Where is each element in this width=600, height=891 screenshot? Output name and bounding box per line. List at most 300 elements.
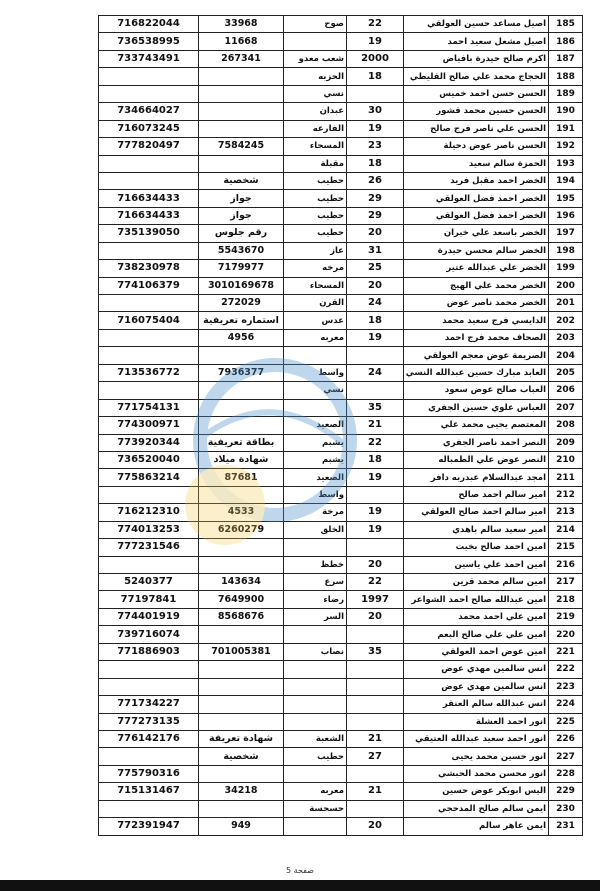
cell-num: 219 bbox=[549, 608, 583, 625]
cell-name: امين علي احمد محمد bbox=[404, 608, 549, 625]
cell-phone: 716634433 bbox=[99, 207, 199, 224]
cell-name: العباس علوي حسين الجفري bbox=[404, 399, 549, 416]
cell-phone: 777231546 bbox=[99, 539, 199, 556]
cell-card bbox=[199, 696, 284, 713]
cell-place bbox=[284, 626, 347, 643]
cell-place: سرع bbox=[284, 574, 347, 591]
cell-age: 18 bbox=[347, 68, 404, 85]
cell-card: 143634 bbox=[199, 574, 284, 591]
cell-age: 23 bbox=[347, 138, 404, 155]
cell-card bbox=[199, 382, 284, 399]
table-row bbox=[99, 382, 583, 399]
table-row bbox=[99, 277, 583, 294]
cell-name: الخضر احمد فضل العولقي bbox=[404, 190, 549, 207]
cell-age: 20 bbox=[347, 608, 404, 625]
cell-card bbox=[199, 661, 284, 678]
cell-place: يشبم bbox=[284, 434, 347, 451]
cell-age bbox=[347, 696, 404, 713]
cell-phone: 735139050 bbox=[99, 225, 199, 242]
cell-place: مرخه bbox=[284, 260, 347, 277]
cell-place: رضاء bbox=[284, 591, 347, 608]
cell-place: نسي bbox=[284, 382, 347, 399]
table-row bbox=[99, 68, 583, 85]
table-row bbox=[99, 33, 583, 50]
cell-name: امين عبدالله صالح احمد الشواعر bbox=[404, 591, 549, 608]
cell-num: 203 bbox=[549, 329, 583, 346]
cell-name: اصيل مساعد حسين العولقي bbox=[404, 16, 549, 33]
cell-num: 190 bbox=[549, 103, 583, 120]
cell-phone: 77197841 bbox=[99, 591, 199, 608]
cell-place: الصعيد bbox=[284, 417, 347, 434]
cell-num: 222 bbox=[549, 661, 583, 678]
cell-card: شخصية bbox=[199, 172, 284, 189]
cell-card: 949 bbox=[199, 818, 284, 835]
cell-card: 7649900 bbox=[199, 591, 284, 608]
cell-card bbox=[199, 347, 284, 364]
cell-phone: 716075404 bbox=[99, 312, 199, 329]
table-row bbox=[99, 16, 583, 33]
table-row bbox=[99, 765, 583, 782]
cell-phone bbox=[99, 486, 199, 503]
table-row bbox=[99, 626, 583, 643]
table-row bbox=[99, 190, 583, 207]
table-row bbox=[99, 643, 583, 660]
cell-place bbox=[284, 696, 347, 713]
cell-num: 209 bbox=[549, 434, 583, 451]
cell-age bbox=[347, 347, 404, 364]
cell-age bbox=[347, 486, 404, 503]
cell-age: 21 bbox=[347, 730, 404, 747]
table-row bbox=[99, 155, 583, 172]
cell-age: 2000 bbox=[347, 50, 404, 67]
table-row bbox=[99, 521, 583, 538]
table-row bbox=[99, 295, 583, 312]
cell-age bbox=[347, 626, 404, 643]
cell-name: الخضر احمد مقبل فريد bbox=[404, 172, 549, 189]
cell-phone: 771886903 bbox=[99, 643, 199, 660]
cell-card bbox=[199, 556, 284, 573]
cell-place bbox=[284, 399, 347, 416]
cell-place: الشعبة bbox=[284, 730, 347, 747]
cell-phone: 5240377 bbox=[99, 574, 199, 591]
table-row bbox=[99, 260, 583, 277]
cell-num: 204 bbox=[549, 347, 583, 364]
cell-name: انس عبدالله سالم العنقر bbox=[404, 696, 549, 713]
cell-num: 224 bbox=[549, 696, 583, 713]
cell-age: 19 bbox=[347, 521, 404, 538]
cell-name: الحسن ناصر عوض دحيلة bbox=[404, 138, 549, 155]
cell-place: الخلق bbox=[284, 521, 347, 538]
cell-name: الصحاف محمد فرج احمد bbox=[404, 329, 549, 346]
cell-card: جواز bbox=[199, 207, 284, 224]
cell-name: انس سالمين مهدي عوض bbox=[404, 661, 549, 678]
cell-age bbox=[347, 800, 404, 817]
cell-num: 214 bbox=[549, 521, 583, 538]
cell-phone bbox=[99, 68, 199, 85]
cell-phone: 716212310 bbox=[99, 504, 199, 521]
table-row bbox=[99, 451, 583, 468]
cell-place: حسحسة bbox=[284, 800, 347, 817]
cell-card: 267341 bbox=[199, 50, 284, 67]
cell-num: 220 bbox=[549, 626, 583, 643]
cell-num: 195 bbox=[549, 190, 583, 207]
table-row bbox=[99, 434, 583, 451]
cell-card bbox=[199, 539, 284, 556]
cell-phone: 775863214 bbox=[99, 469, 199, 486]
table-row bbox=[99, 242, 583, 259]
cell-card bbox=[199, 103, 284, 120]
cell-num: 199 bbox=[549, 260, 583, 277]
cell-card: 8568676 bbox=[199, 608, 284, 625]
cell-name: الصريمة عوض معجم العولقي bbox=[404, 347, 549, 364]
cell-place bbox=[284, 347, 347, 364]
cell-num: 200 bbox=[549, 277, 583, 294]
cell-name: العابد مبارك حسين عبدالله النسي bbox=[404, 364, 549, 381]
cell-age: 35 bbox=[347, 643, 404, 660]
cell-num: 196 bbox=[549, 207, 583, 224]
cell-phone: 715131467 bbox=[99, 783, 199, 800]
cell-phone: 775790316 bbox=[99, 765, 199, 782]
cell-name: الحسن حسين محمد قشور bbox=[404, 103, 549, 120]
cell-place: حطيب bbox=[284, 748, 347, 765]
cell-age bbox=[347, 85, 404, 102]
cell-place: معربه bbox=[284, 329, 347, 346]
cell-phone bbox=[99, 329, 199, 346]
cell-place: المسحاء bbox=[284, 277, 347, 294]
cell-card bbox=[199, 765, 284, 782]
bottom-bar bbox=[0, 880, 600, 891]
cell-card: 34218 bbox=[199, 783, 284, 800]
cell-age: 20 bbox=[347, 277, 404, 294]
cell-num: 189 bbox=[549, 85, 583, 102]
cell-card: 272029 bbox=[199, 295, 284, 312]
cell-age: 24 bbox=[347, 364, 404, 381]
cell-num: 197 bbox=[549, 225, 583, 242]
cell-age: 19 bbox=[347, 120, 404, 137]
cell-name: امجد عبدالسلام عبدربه دافر bbox=[404, 469, 549, 486]
cell-place: يشبم bbox=[284, 451, 347, 468]
cell-name: امير سالم احمد صالح العولقي bbox=[404, 504, 549, 521]
cell-age: 20 bbox=[347, 225, 404, 242]
table-row bbox=[99, 591, 583, 608]
cell-name: الخضر باسعد علي خيران bbox=[404, 225, 549, 242]
cell-phone bbox=[99, 800, 199, 817]
table-row bbox=[99, 539, 583, 556]
cell-age: 22 bbox=[347, 574, 404, 591]
cell-num: 191 bbox=[549, 120, 583, 137]
cell-age: 35 bbox=[347, 399, 404, 416]
cell-place: حطيب bbox=[284, 225, 347, 242]
table-row bbox=[99, 556, 583, 573]
cell-name: الحسن حسن احمد خميس bbox=[404, 85, 549, 102]
cell-name: امين علي علي صالح البعم bbox=[404, 626, 549, 643]
cell-card: شهادة ميلاد bbox=[199, 451, 284, 468]
cell-num: 231 bbox=[549, 818, 583, 835]
cell-num: 229 bbox=[549, 783, 583, 800]
cell-name: الخضر احمد فضل العولقي bbox=[404, 207, 549, 224]
cell-card bbox=[199, 120, 284, 137]
cell-place: عدس bbox=[284, 312, 347, 329]
cell-place: حطيب bbox=[284, 190, 347, 207]
cell-place bbox=[284, 713, 347, 730]
cell-phone: 776142176 bbox=[99, 730, 199, 747]
cell-age: 29 bbox=[347, 207, 404, 224]
cell-name: الخضر محمد ناصر عوض bbox=[404, 295, 549, 312]
cell-place bbox=[284, 33, 347, 50]
table-row bbox=[99, 469, 583, 486]
cell-name: ايمن عاهر سالم bbox=[404, 818, 549, 835]
cell-phone: 716822044 bbox=[99, 16, 199, 33]
cell-num: 207 bbox=[549, 399, 583, 416]
cell-num: 185 bbox=[549, 16, 583, 33]
table-row bbox=[99, 504, 583, 521]
cell-num: 221 bbox=[549, 643, 583, 660]
cell-name: امين احمد صالح بخيت bbox=[404, 539, 549, 556]
cell-place: الفارعه bbox=[284, 120, 347, 137]
cell-num: 205 bbox=[549, 364, 583, 381]
cell-card: 87681 bbox=[199, 469, 284, 486]
cell-place: خطظ bbox=[284, 556, 347, 573]
cell-age: 24 bbox=[347, 295, 404, 312]
cell-age: 21 bbox=[347, 783, 404, 800]
cell-phone: 777820497 bbox=[99, 138, 199, 155]
cell-num: 227 bbox=[549, 748, 583, 765]
cell-age bbox=[347, 765, 404, 782]
cell-phone: 713536772 bbox=[99, 364, 199, 381]
table-row bbox=[99, 486, 583, 503]
cell-age: 19 bbox=[347, 504, 404, 521]
table-row bbox=[99, 85, 583, 102]
cell-card: بطاقة تعريفية bbox=[199, 434, 284, 451]
cell-place: واسط bbox=[284, 486, 347, 503]
cell-place: السر bbox=[284, 608, 347, 625]
cell-age: 26 bbox=[347, 172, 404, 189]
table-row bbox=[99, 417, 583, 434]
cell-num: 186 bbox=[549, 33, 583, 50]
cell-num: 201 bbox=[549, 295, 583, 312]
table-row bbox=[99, 312, 583, 329]
cell-age bbox=[347, 382, 404, 399]
cell-phone bbox=[99, 678, 199, 695]
cell-name: الدايسي فرج سعيد محمد bbox=[404, 312, 549, 329]
cell-card bbox=[199, 626, 284, 643]
cell-card: 4533 bbox=[199, 504, 284, 521]
cell-age bbox=[347, 678, 404, 695]
cell-name: النصر عوض علي الطمباله bbox=[404, 451, 549, 468]
cell-num: 228 bbox=[549, 765, 583, 782]
cell-age: 19 bbox=[347, 329, 404, 346]
cell-phone: 771734227 bbox=[99, 696, 199, 713]
cell-age: 22 bbox=[347, 434, 404, 451]
cell-phone: 777273135 bbox=[99, 713, 199, 730]
table-row bbox=[99, 103, 583, 120]
cell-name: الخضر سالم محسن حيدرة bbox=[404, 242, 549, 259]
cell-age: 31 bbox=[347, 242, 404, 259]
cell-num: 225 bbox=[549, 713, 583, 730]
table-row bbox=[99, 748, 583, 765]
cell-card: 6260279 bbox=[199, 521, 284, 538]
cell-phone: 774013253 bbox=[99, 521, 199, 538]
table-row bbox=[99, 399, 583, 416]
table-row bbox=[99, 50, 583, 67]
cell-name: الحمزة سالم سعيد bbox=[404, 155, 549, 172]
cell-phone: 738230978 bbox=[99, 260, 199, 277]
table-row bbox=[99, 138, 583, 155]
cell-name: ايمن سالم صالح المدحجي bbox=[404, 800, 549, 817]
cell-place bbox=[284, 678, 347, 695]
cell-place: المسحاء bbox=[284, 138, 347, 155]
cell-card bbox=[199, 155, 284, 172]
cell-phone: 734664027 bbox=[99, 103, 199, 120]
cell-name: النصر احمد ناصر الجفري bbox=[404, 434, 549, 451]
cell-phone bbox=[99, 382, 199, 399]
cell-phone bbox=[99, 172, 199, 189]
table-row bbox=[99, 172, 583, 189]
cell-name: امين احمد علي ياسين bbox=[404, 556, 549, 573]
cell-place bbox=[284, 765, 347, 782]
cell-card: 7584245 bbox=[199, 138, 284, 155]
table-row bbox=[99, 120, 583, 137]
table-row bbox=[99, 225, 583, 242]
cell-card bbox=[199, 486, 284, 503]
cell-card bbox=[199, 68, 284, 85]
cell-place bbox=[284, 539, 347, 556]
cell-age: 22 bbox=[347, 16, 404, 33]
cell-phone bbox=[99, 661, 199, 678]
table-row bbox=[99, 800, 583, 817]
cell-num: 210 bbox=[549, 451, 583, 468]
cell-num: 218 bbox=[549, 591, 583, 608]
cell-phone: 733743491 bbox=[99, 50, 199, 67]
cell-num: 226 bbox=[549, 730, 583, 747]
cell-age: 18 bbox=[347, 312, 404, 329]
cell-phone bbox=[99, 242, 199, 259]
cell-age: 25 bbox=[347, 260, 404, 277]
cell-card: 7179977 bbox=[199, 260, 284, 277]
table-row bbox=[99, 207, 583, 224]
cell-name: انور حسين محمد يحيى bbox=[404, 748, 549, 765]
cell-name: الخضر علي عبدالله عتير bbox=[404, 260, 549, 277]
cell-phone bbox=[99, 347, 199, 364]
table-row bbox=[99, 783, 583, 800]
page-footer: صفحة 5 bbox=[286, 866, 314, 875]
cell-phone: 739716074 bbox=[99, 626, 199, 643]
cell-card bbox=[199, 399, 284, 416]
cell-phone bbox=[99, 295, 199, 312]
cell-age bbox=[347, 713, 404, 730]
cell-name: انور احمد سعيد عبدالله العتيقي bbox=[404, 730, 549, 747]
cell-age bbox=[347, 661, 404, 678]
cell-num: 202 bbox=[549, 312, 583, 329]
table-row bbox=[99, 347, 583, 364]
cell-age: 1997 bbox=[347, 591, 404, 608]
cell-num: 213 bbox=[549, 504, 583, 521]
cell-place: القرن bbox=[284, 295, 347, 312]
cell-place: حطيب bbox=[284, 207, 347, 224]
cell-name: انس سالمين مهدي عوض bbox=[404, 678, 549, 695]
cell-phone: 774401919 bbox=[99, 608, 199, 625]
cell-name: الحسن علي ناصر فرج صالح bbox=[404, 120, 549, 137]
cell-num: 187 bbox=[549, 50, 583, 67]
cell-card: 5543670 bbox=[199, 242, 284, 259]
table-row bbox=[99, 661, 583, 678]
cell-num: 193 bbox=[549, 155, 583, 172]
cell-card: رقم جلوس bbox=[199, 225, 284, 242]
cell-phone: 736520040 bbox=[99, 451, 199, 468]
table-row bbox=[99, 696, 583, 713]
cell-num: 194 bbox=[549, 172, 583, 189]
cell-phone: 774300971 bbox=[99, 417, 199, 434]
cell-card: 4956 bbox=[199, 329, 284, 346]
cell-card: شهادة تعريفة bbox=[199, 730, 284, 747]
cell-num: 217 bbox=[549, 574, 583, 591]
cell-age: 20 bbox=[347, 818, 404, 835]
cell-name: امير سعيد سالم باهدي bbox=[404, 521, 549, 538]
table-row bbox=[99, 608, 583, 625]
cell-name: اليس ابوبكر عوض حسين bbox=[404, 783, 549, 800]
cell-name: المعتصم يحيى محمد علي bbox=[404, 417, 549, 434]
cell-phone: 774106379 bbox=[99, 277, 199, 294]
cell-name: الحجاج محمد علي صالح القليطي bbox=[404, 68, 549, 85]
cell-num: 188 bbox=[549, 68, 583, 85]
register-sheet bbox=[98, 15, 580, 836]
cell-num: 216 bbox=[549, 556, 583, 573]
table-row bbox=[99, 713, 583, 730]
cell-num: 223 bbox=[549, 678, 583, 695]
cell-phone: 716073245 bbox=[99, 120, 199, 137]
cell-name: العباب صالح عوض سعود bbox=[404, 382, 549, 399]
cell-place: الحزبه bbox=[284, 68, 347, 85]
cell-card bbox=[199, 713, 284, 730]
cell-card: 701005381 bbox=[199, 643, 284, 660]
register-table bbox=[98, 15, 583, 836]
cell-name: الخضر محمد علي الهيج bbox=[404, 277, 549, 294]
table-row bbox=[99, 678, 583, 695]
cell-age: 29 bbox=[347, 190, 404, 207]
cell-age: 18 bbox=[347, 155, 404, 172]
table-row bbox=[99, 574, 583, 591]
cell-place: واسط bbox=[284, 364, 347, 381]
cell-num: 206 bbox=[549, 382, 583, 399]
cell-card bbox=[199, 800, 284, 817]
cell-card bbox=[199, 85, 284, 102]
cell-card: استماره تعريفية bbox=[199, 312, 284, 329]
cell-phone bbox=[99, 556, 199, 573]
cell-place: نصاب bbox=[284, 643, 347, 660]
cell-phone: 716634433 bbox=[99, 190, 199, 207]
cell-card bbox=[199, 678, 284, 695]
table-row bbox=[99, 730, 583, 747]
table-row bbox=[99, 818, 583, 835]
cell-card: 11668 bbox=[199, 33, 284, 50]
cell-name: اصيل مشعل سعيد احمد bbox=[404, 33, 549, 50]
cell-place: شعب معدو bbox=[284, 50, 347, 67]
cell-age: 27 bbox=[347, 748, 404, 765]
cell-phone bbox=[99, 748, 199, 765]
table-row bbox=[99, 329, 583, 346]
cell-age: 30 bbox=[347, 103, 404, 120]
cell-name: انور احمد العشلة bbox=[404, 713, 549, 730]
cell-place: نسي bbox=[284, 85, 347, 102]
cell-num: 215 bbox=[549, 539, 583, 556]
cell-place bbox=[284, 818, 347, 835]
cell-phone: 736538995 bbox=[99, 33, 199, 50]
cell-place: مقبلة bbox=[284, 155, 347, 172]
cell-phone: 773920344 bbox=[99, 434, 199, 451]
cell-age: 19 bbox=[347, 33, 404, 50]
cell-num: 230 bbox=[549, 800, 583, 817]
cell-name: امين عوض احمد العولقي bbox=[404, 643, 549, 660]
